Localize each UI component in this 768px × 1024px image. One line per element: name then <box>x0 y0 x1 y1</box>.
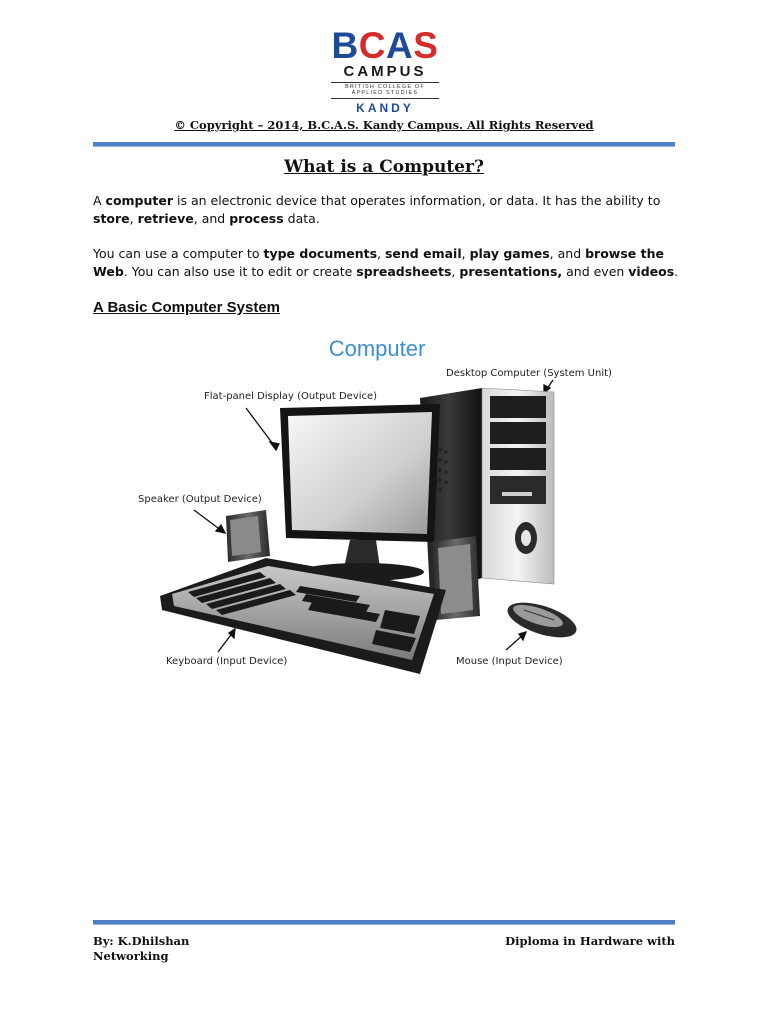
header-rule <box>93 142 675 147</box>
paragraph-uses <box>93 245 683 280</box>
bold-term: play games <box>469 246 550 261</box>
logo-divider-2 <box>331 98 439 99</box>
page-title: What is a Computer? <box>284 157 484 177</box>
bold-term: browse the Web <box>93 246 664 279</box>
left-speaker-image <box>226 510 270 562</box>
label-display: Flat-panel Display (Output Device) <box>204 391 378 402</box>
computer-system-diagram <box>130 330 630 680</box>
footer-course: Diploma in Hardware with <box>505 934 675 948</box>
footer-rule <box>93 920 675 925</box>
text-run: is an electronic device that operates information, or data. It has the ability to <box>173 193 661 208</box>
bold-term: retrieve <box>137 210 194 226</box>
bold-term: computer <box>105 193 174 208</box>
text-run: A <box>93 193 106 208</box>
logo-letter-s: S <box>413 25 439 66</box>
text-run: , <box>129 210 138 226</box>
text-run: and even <box>562 263 629 279</box>
text-run: . <box>674 263 679 279</box>
footer-author <box>93 934 189 964</box>
footer-course-continued: Networking <box>93 949 169 963</box>
label-mouse: Mouse (Input Device) <box>456 656 563 667</box>
logo-campus: CAMPUS <box>343 63 427 80</box>
logo-divider <box>331 82 439 83</box>
bold-term: store <box>93 210 130 226</box>
logo-city: KANDY <box>356 101 414 115</box>
text-run: . You can also use it to edit or create <box>123 263 357 279</box>
section-heading: A Basic Computer System <box>93 299 281 316</box>
text-run: , <box>461 246 470 261</box>
bold-term: send email <box>384 246 462 261</box>
monitor-image <box>280 404 440 581</box>
bold-term: type documents <box>263 246 378 261</box>
text-run: , and <box>193 210 230 226</box>
logo-letter-b: B <box>331 25 359 66</box>
mouse-image <box>503 596 580 645</box>
logo-subtitle-1: BRITISH COLLEGE OF <box>345 84 425 90</box>
label-system-unit: Desktop Computer (System Unit) <box>446 368 612 379</box>
logo-wordmark <box>329 25 441 66</box>
text-run: , and <box>549 246 586 261</box>
bold-term: spreadsheets <box>356 263 452 279</box>
text-run: data. <box>283 210 320 226</box>
text-run: , <box>451 263 460 279</box>
bold-term: presentations, <box>459 263 563 279</box>
label-keyboard: Keyboard (Input Device) <box>166 656 288 667</box>
logo-letter-c: C <box>358 25 387 66</box>
text-run: You can use a computer to <box>93 246 264 261</box>
footer-author-name: By: K.Dhilshan <box>93 934 190 948</box>
logo-subtitle-2: APPLIED STUDIES <box>351 90 419 96</box>
paragraph-definition <box>93 192 683 227</box>
logo-letter-a: A <box>386 25 414 66</box>
text-run: , <box>377 246 385 261</box>
copyright-notice: © Copyright – 2014, B.C.A.S. Kandy Campus. All Rights Reserved <box>174 118 594 132</box>
figure-title: Computer <box>328 336 426 361</box>
bold-term: videos <box>628 263 675 279</box>
label-speaker: Speaker (Output Device) <box>138 494 262 505</box>
bcas-logo <box>329 25 441 115</box>
bold-term: process <box>229 210 284 226</box>
